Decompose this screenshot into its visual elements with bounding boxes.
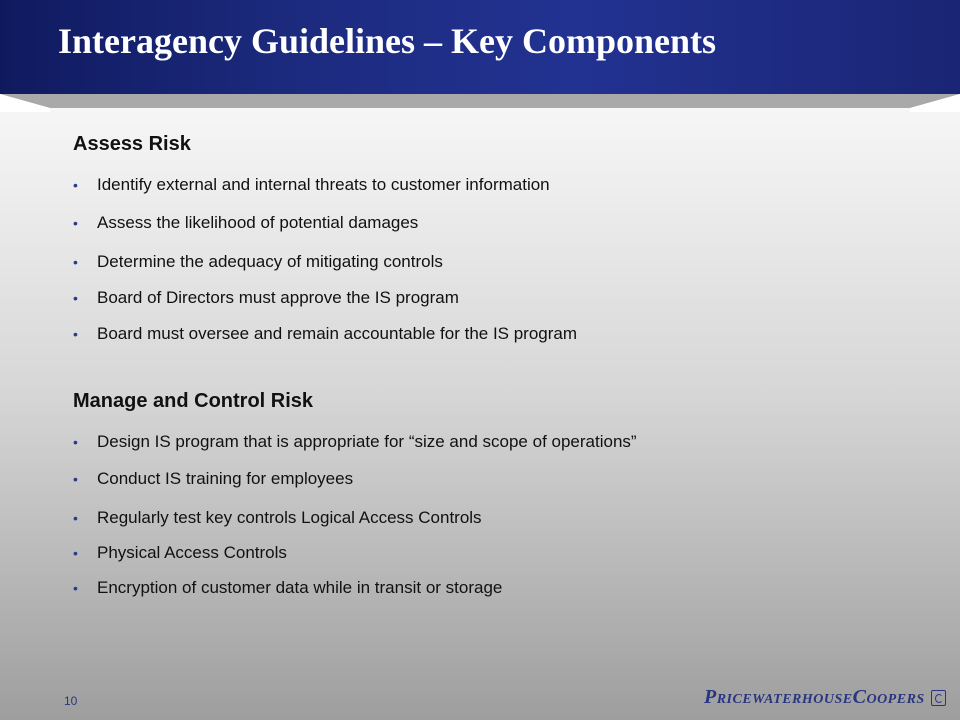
bullet-text: Determine the adequacy of mitigating controls [97,252,443,271]
bullet-item [73,578,502,598]
bullet-text: Board of Directors must approve the IS program [97,288,459,307]
bullet-icon: • [73,580,78,596]
bullet-item [73,175,550,195]
section-heading-manage-control-risk: Manage and Control Risk [73,390,314,412]
pwc-logo [704,686,946,709]
bullet-text: Assess the likelihood of potential damages [97,213,419,232]
copyright-mark-icon [931,690,946,706]
bullet-icon: • [73,434,78,450]
bullet-icon: • [73,177,78,193]
bullet-text: Identify external and internal threats to customer information [97,175,550,194]
bullet-text: Physical Access Controls [97,543,287,562]
bullet-item [73,288,459,308]
bullet-text: Encryption of customer data while in transit or storage [97,578,503,597]
slide-title: Interagency Guidelines – Key Components [58,21,717,61]
section-heading-assess-risk: Assess Risk [73,133,191,155]
bullet-item [73,213,418,233]
bullet-icon: • [73,290,78,306]
bullet-text: Regularly test key controls Logical Access Controls [97,508,482,527]
bullet-item [73,543,287,563]
title-bar [0,0,960,94]
page-number: 10 [64,694,78,708]
bullet-icon: • [73,254,78,270]
bullet-item [73,324,577,344]
logo-wordmark: PricewaterhouseCoopers [704,686,925,708]
bullet-icon: • [73,326,78,342]
bullet-text: Design IS program that is appropriate for “size and scope of operations” [97,432,637,451]
bullet-icon: • [73,471,78,487]
bullet-item [73,469,353,489]
bullet-icon: • [73,215,78,231]
bullet-item [73,508,482,528]
bullet-text: Board must oversee and remain accountable for the IS program [97,324,578,343]
header-bevel [0,94,960,112]
bullet-icon: • [73,545,78,561]
bullet-item [73,252,443,272]
bullet-text: Conduct IS training for employees [97,469,354,488]
bullet-item [73,432,637,452]
bullet-icon: • [73,510,78,526]
